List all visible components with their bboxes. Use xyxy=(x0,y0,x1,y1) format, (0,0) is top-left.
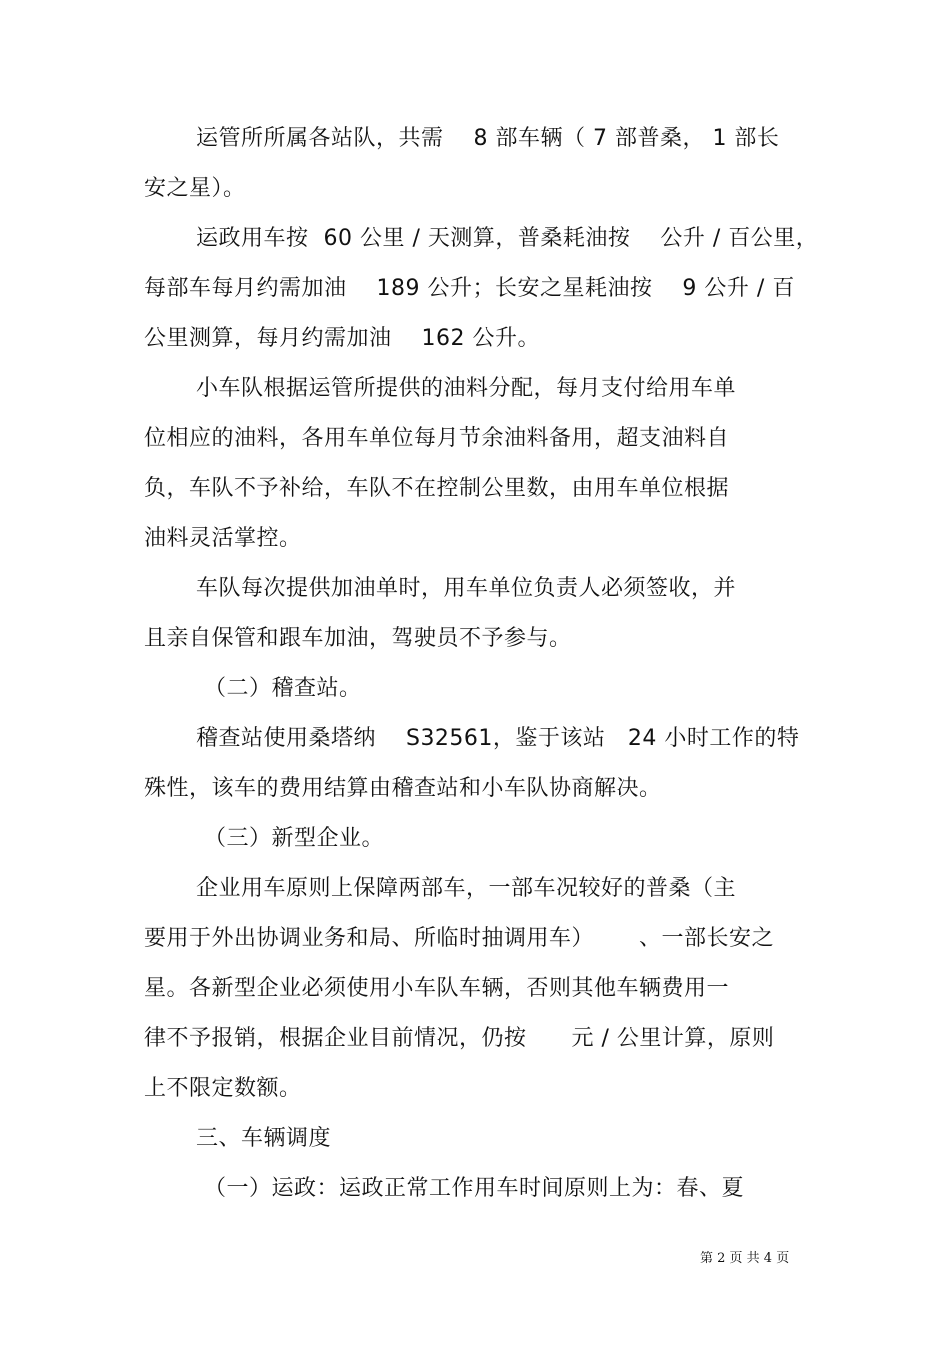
paragraph-line: 稽查站使用桑塔纳 S32561，鉴于该站 24 小时工作的特 xyxy=(196,726,800,751)
paragraph-line: 每部车每月约需加油 189 公升；长安之星耗油按 9 公升 / 百 xyxy=(144,276,795,301)
paragraph-line: 律不予报销，根据企业目前情况，仍按 元 / 公里计算，原则 xyxy=(144,1026,775,1051)
page-number-footer: 第 2 页 共 4 页 xyxy=(700,1251,790,1266)
section-heading: （二）稽查站。 xyxy=(204,676,362,701)
paragraph-line: 安之星）。 xyxy=(144,176,246,201)
paragraph-line: 上不限定数额。 xyxy=(144,1076,302,1101)
section-heading: （三）新型企业。 xyxy=(204,826,385,851)
paragraph-line: 运政用车按 60 公里 / 天测算，普桑耗油按 公升 / 百公里， xyxy=(196,226,819,251)
paragraph-line: 企业用车原则上保障两部车，一部车况较好的普桑（主 xyxy=(196,876,737,901)
paragraph-line: 殊性，该车的费用结算由稽查站和小车队协商解决。 xyxy=(144,776,662,801)
paragraph-line: （一）运政：运政正常工作用车时间原则上为：春、夏 xyxy=(204,1176,745,1201)
paragraph-line: 要用于外出协调业务和局、所临时抽调用车） 、一部长安之 xyxy=(144,926,774,951)
paragraph-line: 公里测算，每月约需加油 162 公升。 xyxy=(144,326,540,351)
paragraph-line: 位相应的油料，各用车单位每月节余油料备用，超支油料自 xyxy=(144,426,730,451)
paragraph-line: 油料灵活掌控。 xyxy=(144,526,302,551)
paragraph-line: 运管所所属各站队，共需 8 部车辆（ 7 部普桑， 1 部长 xyxy=(196,126,780,151)
paragraph-line: 小车队根据运管所提供的油料分配，每月支付给用车单 xyxy=(196,376,737,401)
paragraph-line: 车队每次提供加油单时，用车单位负责人必须签收，并 xyxy=(196,576,737,601)
paragraph-line: 且亲自保管和跟车加油，驾驶员不予参与。 xyxy=(144,626,572,651)
section-heading: 三、车辆调度 xyxy=(196,1126,332,1151)
paragraph-line: 负，车队不予补给，车队不在控制公里数，由用车单位根据 xyxy=(144,476,730,501)
paragraph-line: 星。各新型企业必须使用小车队车辆，否则其他车辆费用一 xyxy=(144,976,730,1001)
